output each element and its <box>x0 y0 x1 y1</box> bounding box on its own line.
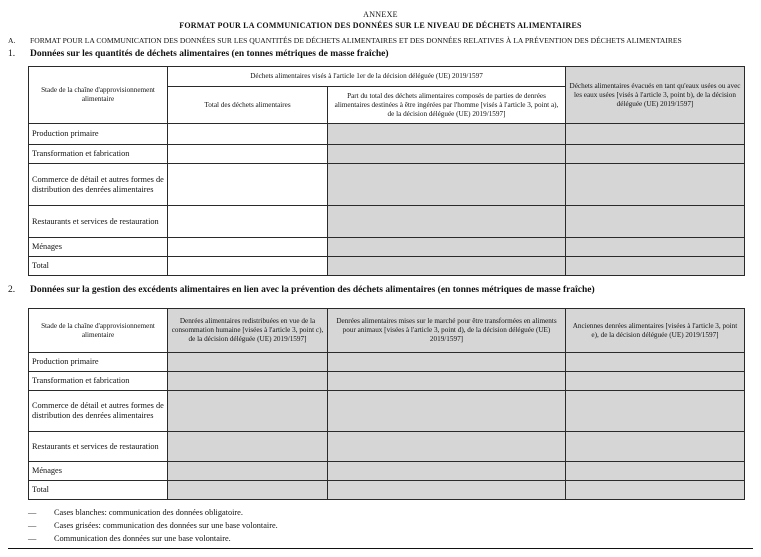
row-label: Production primaire <box>29 124 168 145</box>
data-cell <box>566 353 745 372</box>
section-2-heading <box>8 285 595 295</box>
section-a-letter: A. <box>8 36 16 45</box>
legend-dash: — <box>28 521 37 530</box>
header-wastewater: Déchets alimentaires évacués en tant qu'eaux usées ou avec les eaux usées [visés à l'article 3, point b), de la décision déléguée (UE) 2019/1597] <box>566 67 745 124</box>
legend-dash: — <box>28 508 37 517</box>
header-total-waste: Total des déchets alimentaires <box>168 87 328 124</box>
data-cell <box>328 238 566 257</box>
data-cell <box>566 372 745 391</box>
data-cell <box>328 206 566 238</box>
data-cell <box>566 124 745 145</box>
section-1-number: 1. <box>8 49 16 59</box>
row-label: Commerce de détail et autres formes de distribution des denrées alimentaires <box>29 391 168 432</box>
data-cell <box>168 372 328 391</box>
header-edible-part: Part du total des déchets alimentaires composés de parties de denrées alimentaires destinées à être ingérées par l'homme [visés à l'article 3, point a), de la décision déléguée (UE) 2019/1597] <box>328 87 566 124</box>
legend-item-grey-cells <box>28 521 278 530</box>
data-cell <box>328 432 566 462</box>
header-stage: Stade de la chaîne d'approvisionnement alimentaire <box>29 67 168 124</box>
table-row <box>29 391 745 432</box>
data-cell <box>168 257 328 276</box>
data-cell <box>168 462 328 481</box>
waste-quantities-table <box>28 66 745 276</box>
legend-text: Cases grisées: communication des données sur une base volontaire. <box>54 521 278 530</box>
data-cell <box>566 257 745 276</box>
header-stage: Stade de la chaîne d'approvisionnement alimentaire <box>29 309 168 353</box>
row-label: Ménages <box>29 238 168 257</box>
data-cell <box>168 432 328 462</box>
data-cell <box>168 206 328 238</box>
data-cell <box>168 164 328 206</box>
data-cell <box>328 124 566 145</box>
data-cell <box>566 164 745 206</box>
legend-text: Communication des données sur une base volontaire. <box>54 534 231 543</box>
row-label: Restaurants et services de restauration <box>29 432 168 462</box>
header-food-waste-group: Déchets alimentaires visés à l'article 1er de la décision déléguée (UE) 2019/1597 <box>168 67 566 87</box>
header-animal-feed: Denrées alimentaires mises sur le marché pour être transformées en aliments pour animaux [visées à l'article 3, point d), de la décision déléguée (UE) 2019/1597] <box>328 309 566 353</box>
table-row <box>29 238 745 257</box>
data-cell <box>328 391 566 432</box>
data-cell <box>566 145 745 164</box>
data-cell <box>168 145 328 164</box>
data-cell <box>566 481 745 500</box>
row-label: Transformation et fabrication <box>29 145 168 164</box>
section-a-text: FORMAT POUR LA COMMUNICATION DES DONNÉES SUR LES QUANTITÉS DE DÉCHETS ALIMENTAIRES ET DES DONNÉES RELATIVES À LA PRÉVENTION DES DÉCHETS ALIMENTAIRES <box>30 36 682 45</box>
data-cell <box>168 391 328 432</box>
data-cell <box>566 462 745 481</box>
table-row <box>29 372 745 391</box>
data-cell <box>328 462 566 481</box>
data-cell <box>566 391 745 432</box>
row-label: Commerce de détail et autres formes de distribution des denrées alimentaires <box>29 164 168 206</box>
header-former-foodstuffs: Anciennes denrées alimentaires [visées à l'article 3, point e), de la décision déléguée (UE) 2019/1597] <box>566 309 745 353</box>
data-cell <box>328 372 566 391</box>
row-label: Total <box>29 481 168 500</box>
data-cell <box>566 432 745 462</box>
table-row <box>29 164 745 206</box>
row-label: Total <box>29 257 168 276</box>
table-row <box>29 481 745 500</box>
data-cell <box>328 353 566 372</box>
data-cell <box>168 353 328 372</box>
row-label: Production primaire <box>29 353 168 372</box>
table-row <box>29 257 745 276</box>
table-row <box>29 145 745 164</box>
section-2-number: 2. <box>8 285 16 295</box>
header-redistributed: Denrées alimentaires redistribuées en vue de la consommation humaine [visées à l'article 3, point c), de la décision déléguée (UE) 2019/1597] <box>168 309 328 353</box>
data-cell <box>328 164 566 206</box>
table-row <box>29 432 745 462</box>
table-row <box>29 206 745 238</box>
data-cell <box>168 238 328 257</box>
surplus-management-table <box>28 308 745 500</box>
table-row <box>29 124 745 145</box>
legend-dash: — <box>28 534 37 543</box>
data-cell <box>328 481 566 500</box>
data-cell <box>328 257 566 276</box>
section-2-title: Données sur la gestion des excédents alimentaires en lien avec la prévention des déchets alimentaires (en tonnes métriques de masse fraîche) <box>30 285 595 295</box>
legend-item-white-cells <box>28 508 243 517</box>
table-row <box>29 462 745 481</box>
legend-item-voluntary <box>28 534 231 543</box>
data-cell <box>566 238 745 257</box>
data-cell <box>168 481 328 500</box>
data-cell <box>566 206 745 238</box>
row-label: Transformation et fabrication <box>29 372 168 391</box>
footer-divider <box>8 548 753 549</box>
section-1-title: Données sur les quantités de déchets alimentaires (en tonnes métriques de masse fraîche) <box>30 49 389 59</box>
legend-text: Cases blanches: communication des données obligatoire. <box>54 508 243 517</box>
data-cell <box>168 124 328 145</box>
table-row <box>29 353 745 372</box>
document-title: FORMAT POUR LA COMMUNICATION DES DONNÉES SUR LE NIVEAU DE DÉCHETS ALIMENTAIRES <box>179 21 582 30</box>
row-label: Ménages <box>29 462 168 481</box>
row-label: Restaurants et services de restauration <box>29 206 168 238</box>
section-a-heading <box>8 36 682 45</box>
data-cell <box>328 145 566 164</box>
annexe-label: ANNEXE <box>363 10 398 19</box>
section-1-heading <box>8 49 389 59</box>
